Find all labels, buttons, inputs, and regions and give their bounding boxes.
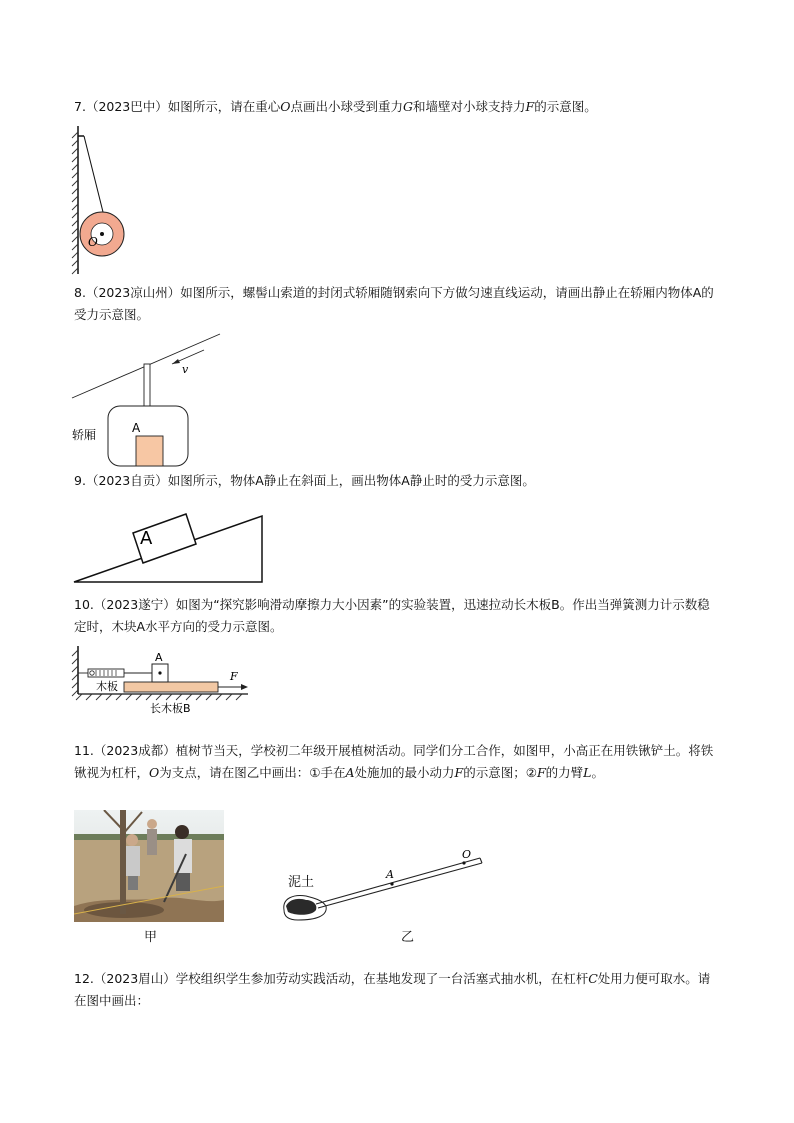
question-source: （2023自贡） bbox=[85, 473, 168, 488]
point-o-dot bbox=[462, 861, 465, 864]
question-source: （2023凉山州） bbox=[85, 285, 181, 300]
shovel-handle-end bbox=[480, 858, 482, 863]
force-label: F bbox=[230, 670, 238, 683]
photo-person-legs bbox=[128, 876, 138, 890]
force-arrowhead bbox=[241, 684, 248, 690]
shovel-handle-bottom bbox=[318, 863, 482, 908]
velocity-arrowhead bbox=[172, 359, 180, 364]
object-a bbox=[136, 436, 163, 466]
board-label: 长木板B bbox=[150, 702, 191, 715]
question-text: 如图所示，物体A静止在斜面上，画出物体A静止时的受力示意图。 bbox=[167, 473, 535, 488]
question-10 bbox=[74, 594, 722, 638]
photo-tree-trunk bbox=[120, 810, 126, 914]
question-source: （2023遂宁） bbox=[93, 597, 176, 612]
question-text: 如图为“探究影响滑动摩擦力大小因素”的实验装置，迅速拉动长木板B。作出当弹簧测力计示数稳定时，木块A水平方向的受力示意图。 bbox=[74, 597, 710, 634]
question-source: （2023成都） bbox=[93, 743, 176, 758]
question-7: 7.（2023巴中）如图所示，请在重心O点画出小球受到重力G和墙壁对小球支持力F的示意图。 bbox=[74, 99, 597, 114]
wall-hatching bbox=[72, 132, 78, 274]
photo-person-body bbox=[174, 839, 192, 873]
point-o-label: O bbox=[462, 848, 472, 861]
question-source: （2023巴中） bbox=[85, 99, 168, 114]
long-board-b bbox=[124, 682, 218, 692]
block-center-dot bbox=[158, 671, 161, 674]
velocity-label: v bbox=[182, 363, 189, 376]
question-number: 12. bbox=[74, 971, 94, 986]
question-9 bbox=[74, 470, 722, 492]
object-label: A bbox=[132, 421, 141, 435]
diagram-caption: 乙 bbox=[401, 930, 415, 945]
cabin-label: 轿厢 bbox=[72, 428, 97, 442]
question-source: （2023眉山） bbox=[93, 971, 176, 986]
question-number: 7. bbox=[74, 99, 86, 114]
question-number: 9. bbox=[74, 473, 86, 488]
photo-person-head bbox=[147, 819, 157, 829]
question-number: 10. bbox=[74, 597, 94, 612]
center-label: O bbox=[88, 235, 98, 249]
figure-incline bbox=[72, 498, 268, 588]
shovel-handle-top bbox=[316, 858, 480, 904]
figure-shovel-lever bbox=[276, 846, 490, 926]
floor-hatching bbox=[76, 694, 242, 700]
string bbox=[84, 136, 104, 216]
point-a-label: A bbox=[386, 868, 394, 881]
question-text: 如图所示，螺髻山索道的封闭式轿厢随钢索向下方做匀速直线运动，请画出静止在轿厢内物体A的受力示意图。 bbox=[74, 285, 714, 322]
center-dot bbox=[100, 232, 104, 236]
wood-label: 木板 bbox=[96, 680, 118, 693]
wall-hatching bbox=[72, 650, 78, 696]
photo-caption: 甲 bbox=[144, 930, 158, 945]
figure-cable-car bbox=[70, 330, 230, 470]
photo-person-body bbox=[147, 829, 157, 855]
block-label: A bbox=[155, 651, 163, 664]
block-label: A bbox=[140, 528, 153, 549]
soil-label: 泥土 bbox=[288, 875, 315, 890]
question-11: 11.（2023成都）植树节当天，学校初二年级开展植树活动。同学们分工合作，如图甲，小高正在用铁锹铲土。将铁锹视为杠杆，O为支点，请在图乙中画出：①手在A处施加的最小动力F的示意图；②F的力臂L。 bbox=[74, 743, 714, 780]
hanger-rod bbox=[144, 364, 150, 406]
question-number: 11. bbox=[74, 743, 94, 758]
figure-ball-on-wall bbox=[68, 124, 138, 276]
figure-friction-setup bbox=[68, 644, 258, 716]
spring-scale-ring bbox=[90, 671, 94, 675]
photo-person-legs bbox=[176, 873, 190, 891]
photo-person-body bbox=[126, 846, 140, 876]
point-a-dot bbox=[390, 882, 393, 885]
photo-person-head bbox=[175, 825, 189, 839]
question-12: 12.（2023眉山）学校组织学生参加劳动实践活动，在基地发现了一台活塞式抽水机，在杠杆C处用力便可取水。请在图中画出： bbox=[74, 971, 711, 1008]
photo-person-head bbox=[126, 834, 138, 846]
photo-tree-planting bbox=[74, 810, 224, 922]
question-8 bbox=[74, 282, 722, 326]
question-number: 8. bbox=[74, 285, 86, 300]
